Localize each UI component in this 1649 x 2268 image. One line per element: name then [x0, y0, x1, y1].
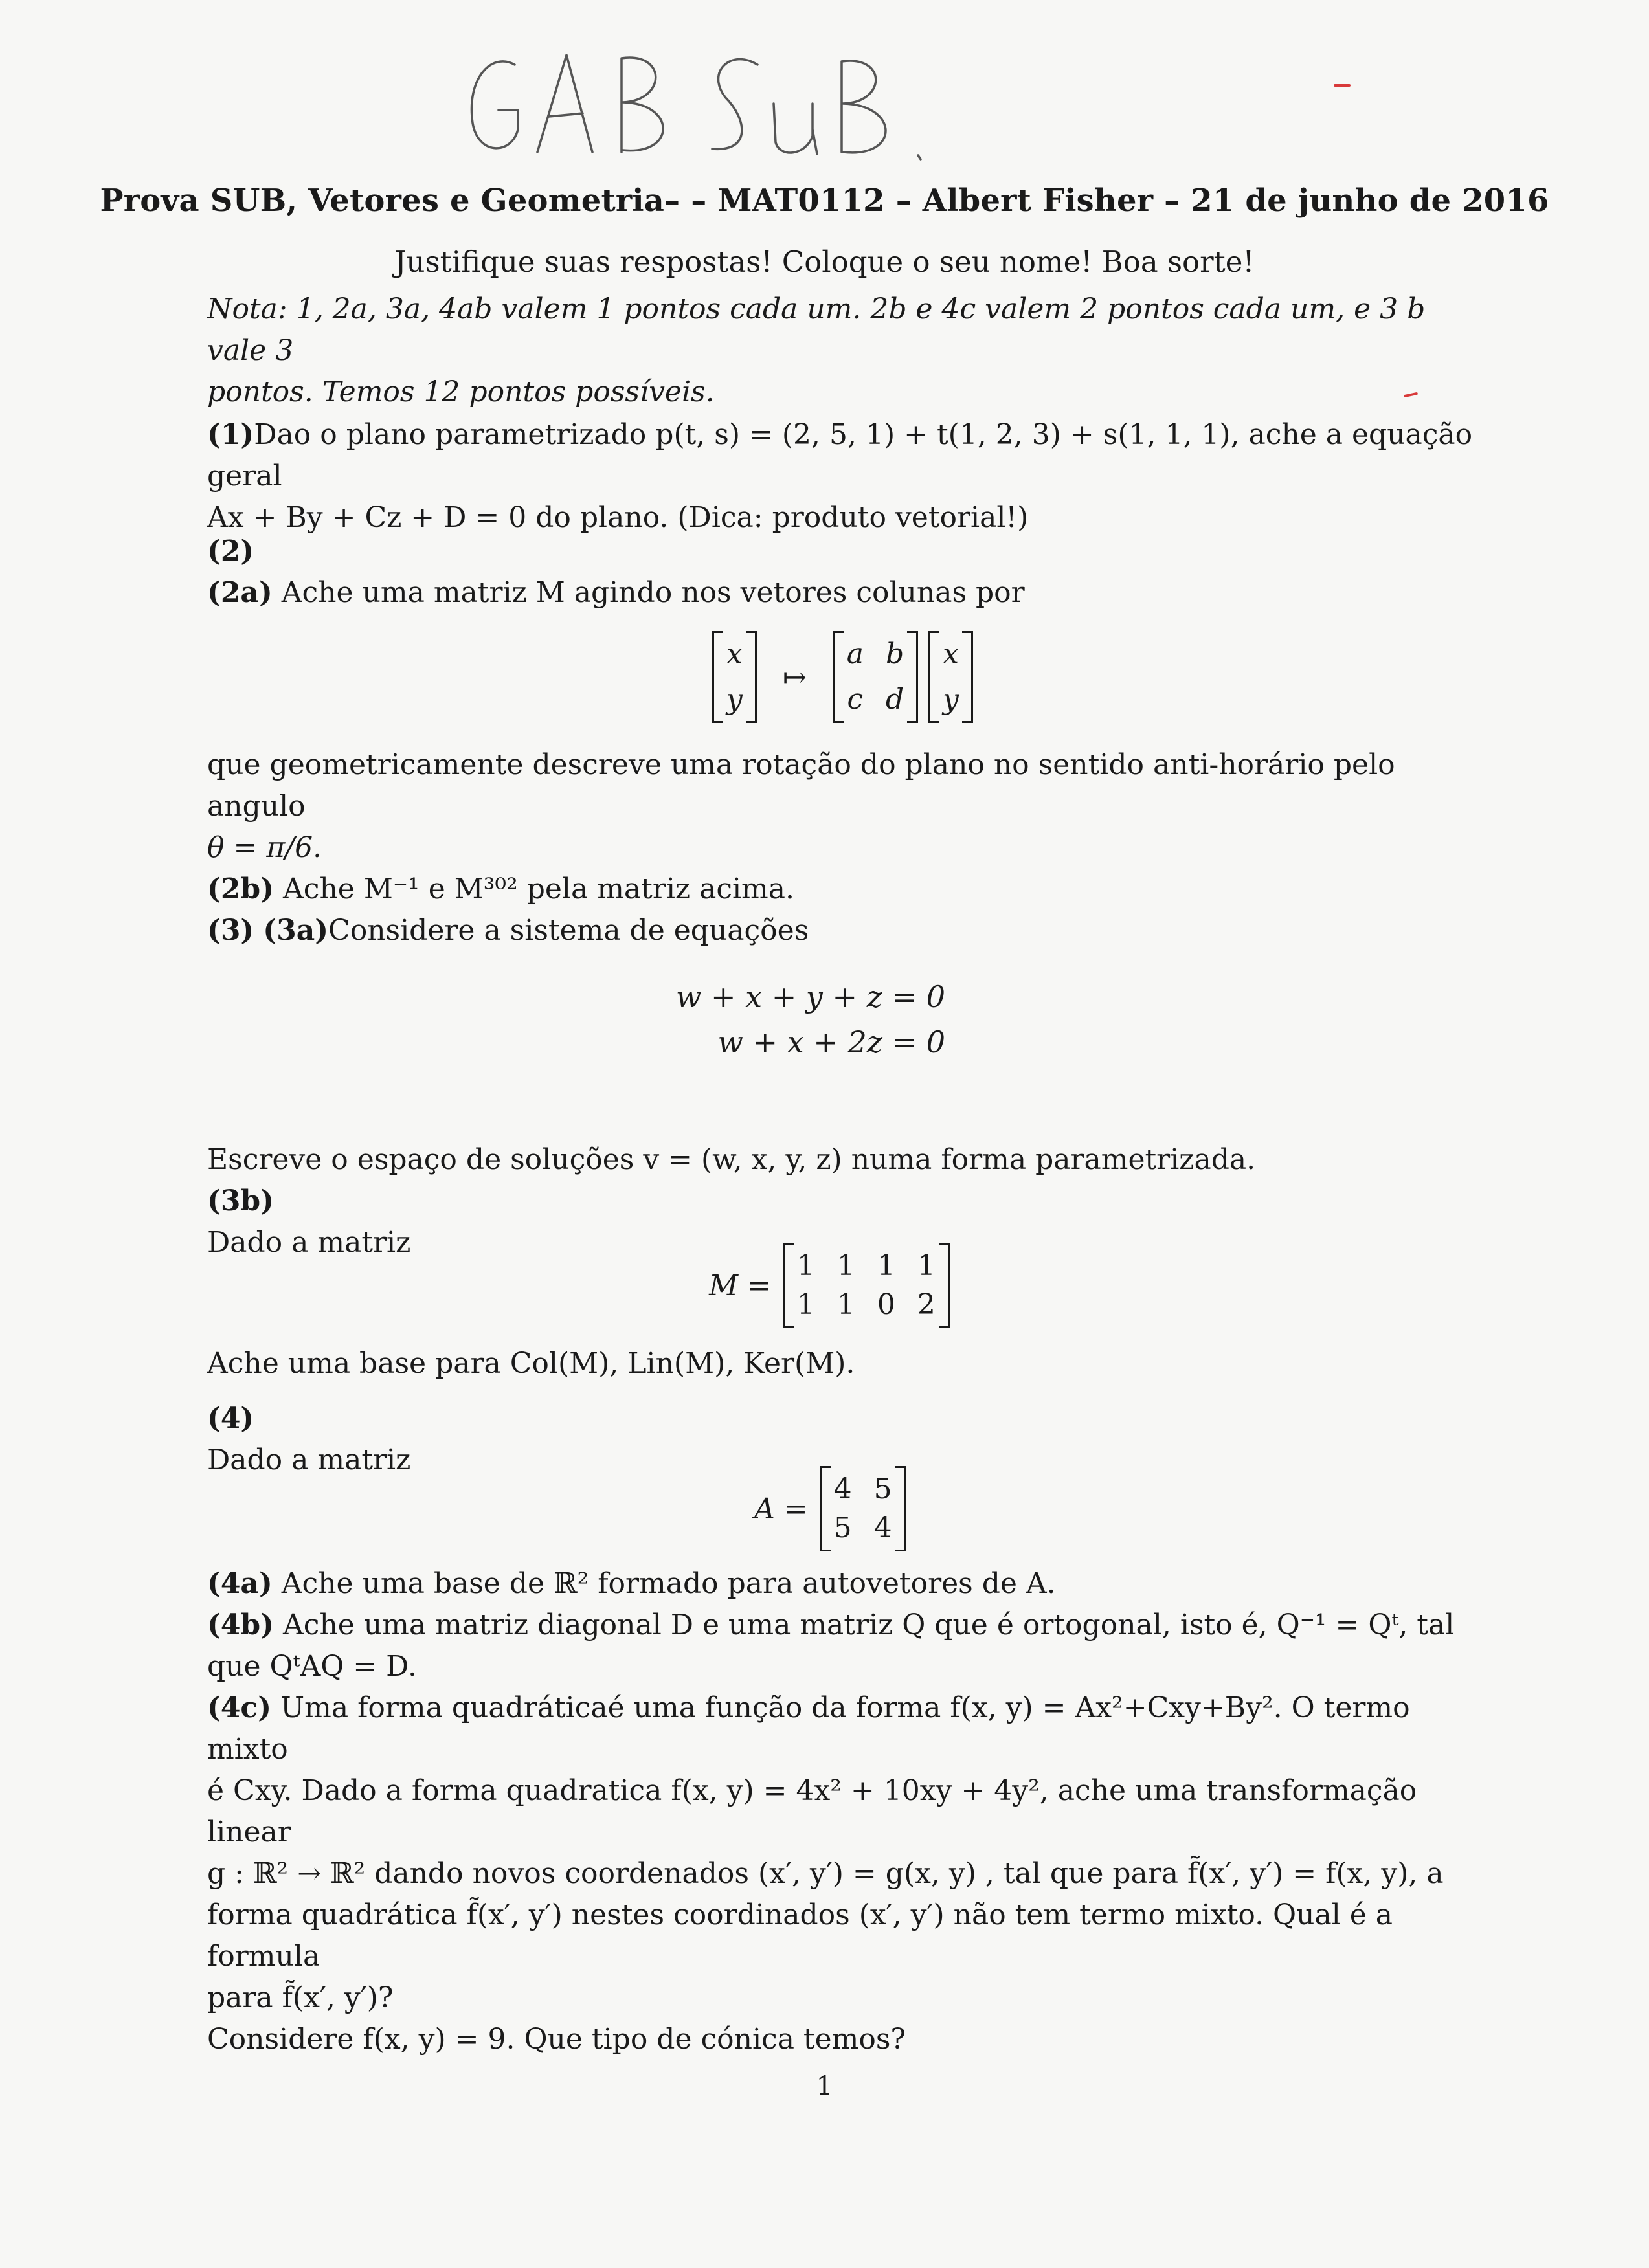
matrix-entry: c — [847, 683, 864, 716]
question-text: é Cxy. Dado a forma quadratica f(x, y) = 4x² + 10xy + 4y², ache uma transformação linear — [207, 1774, 1417, 1849]
matrix-entry: 2 — [917, 1288, 936, 1321]
exam-title: Prova SUB, Vetores e Geometria– – MAT0112 – Albert Fisher – 21 de junho de 2016 — [100, 183, 1549, 219]
matrix-entry: 0 — [877, 1288, 895, 1321]
question-text: Escreve o espaço de soluções v = (w, x, y, z) numa forma parametrizada. — [207, 1143, 1256, 1176]
question-4-parts — [207, 1563, 1476, 2060]
grading-note — [207, 289, 1476, 413]
question-text: para f̃(x′, y′)? — [207, 1981, 394, 2014]
matrix-entry: 5 — [833, 1511, 852, 1544]
question-text: Dado a matriz — [207, 1443, 411, 1476]
matrix-entry: 1 — [917, 1249, 936, 1282]
matrix-entry: b — [885, 638, 904, 671]
column-vector — [712, 631, 757, 723]
question-text: Ache M⁻¹ e M³⁰² pela matriz acima. — [283, 873, 794, 906]
maps-to-symbol: ↦ — [782, 660, 807, 694]
question-text: Dao o plano parametrizado p(t, s) = (2, 5, 1) + t(1, 2, 3) + s(1, 1, 1), ache a equação geral — [207, 418, 1473, 493]
question-text: Ache uma base para Col(M), Lin(M), Ker(M). — [207, 1347, 855, 1380]
matrix-entry: 1 — [796, 1288, 815, 1321]
question-text: Ache uma matriz M agindo nos vetores colunas por — [281, 576, 1025, 609]
question-text: g : ℝ² → ℝ² dando novos coordenados (x′, y′) = g(x, y) , tal que para f̃(x′, y′) = f(x, y), a — [207, 1857, 1444, 1890]
question-label: (4b) — [207, 1608, 275, 1641]
question-label: (2a) — [207, 576, 273, 609]
page-number: 1 — [816, 2071, 833, 2101]
question-text: que QᵗAQ = D. — [207, 1650, 417, 1683]
equation: w + x + 2z = 0 — [717, 1025, 945, 1060]
equation: w + x + y + z = 0 — [676, 979, 945, 1014]
question-label: (3) — [207, 914, 254, 947]
question-text: θ = π/6. — [207, 831, 322, 864]
question-text: Ache uma base de ℝ² formado para autovetores de A. — [281, 1567, 1056, 1600]
red-pen-mark — [1334, 84, 1351, 87]
vector-entry: y — [943, 683, 959, 716]
question-text: Ache uma matriz diagonal D e uma matriz Q que é ortogonal, isto é, Q⁻¹ = Qᵗ, tal — [283, 1608, 1455, 1641]
question-text: que geometricamente descreve uma rotação do plano no sentido anti-horário pelo angulo — [207, 748, 1395, 823]
question-3b-continued — [207, 1343, 1476, 1384]
handwritten-note — [453, 26, 1036, 168]
question-label: (2b) — [207, 873, 275, 906]
matrix-entry: a — [846, 638, 864, 671]
question-text: forma quadrática f̃(x′, y′) nestes coordinados (x′, y′) não tem termo mixto. Qual é a formula — [207, 1898, 1393, 1973]
matrix-entry: 4 — [873, 1511, 892, 1544]
grading-note-line: pontos. Temos 12 pontos possíveis. — [207, 375, 715, 408]
matrix-a-display — [754, 1466, 906, 1551]
question-text: Ax + By + Cz + D = 0 do plano. (Dica: produto vetorial!) — [207, 501, 1029, 534]
matrix-m-display — [709, 1243, 950, 1328]
question-label: (3b) — [207, 1184, 275, 1217]
question-label: (2) — [207, 535, 254, 568]
matrix-entry: 5 — [873, 1473, 892, 1506]
vector-entry: x — [726, 638, 743, 671]
matrix-name: M = — [709, 1269, 771, 1302]
question-label: (4) — [207, 1402, 254, 1435]
matrix-entry: 1 — [877, 1249, 895, 1282]
question-1 — [207, 414, 1476, 539]
matrix-a — [820, 1466, 906, 1551]
question-label: (1) — [207, 418, 254, 451]
rotation-map-equation — [712, 631, 973, 723]
matrix-entry: 4 — [833, 1473, 852, 1506]
matrix-abcd — [833, 631, 918, 723]
grading-note-line: Nota: 1, 2a, 3a, 4ab valem 1 pontos cada um. 2b e 4c valem 2 pontos cada um, e 3 b vale 3 — [207, 293, 1426, 367]
question-text: Considere a sistema de equações — [328, 914, 809, 947]
matrix-entry: d — [885, 683, 904, 716]
matrix-m — [783, 1243, 950, 1328]
question-text: Uma forma quadráticaé uma função da forma f(x, y) = Ax²+Cxy+By². O termo mixto — [207, 1691, 1410, 1766]
handwritten-gab-sub-drawing — [453, 26, 1036, 168]
matrix-name: A = — [754, 1492, 808, 1526]
question-label: (4c) — [207, 1691, 272, 1724]
vector-entry: y — [726, 683, 743, 716]
question-label: (3a) — [263, 914, 329, 947]
question-label: (4a) — [207, 1567, 273, 1600]
matrix-entry: 1 — [796, 1249, 815, 1282]
matrix-entry: 1 — [836, 1288, 855, 1321]
question-2-continued — [207, 744, 1476, 951]
matrix-entry: 1 — [836, 1249, 855, 1282]
equation-system — [647, 974, 945, 1065]
question-2 — [207, 531, 1476, 614]
exam-instructions: Justifique suas respostas! Coloque o seu nome! Boa sorte! — [394, 245, 1255, 279]
column-vector — [928, 631, 973, 723]
question-text: Dado a matriz — [207, 1226, 411, 1259]
question-text: Considere f(x, y) = 9. Que tipo de cónica temos? — [207, 2023, 906, 2056]
vector-entry: x — [943, 638, 959, 671]
